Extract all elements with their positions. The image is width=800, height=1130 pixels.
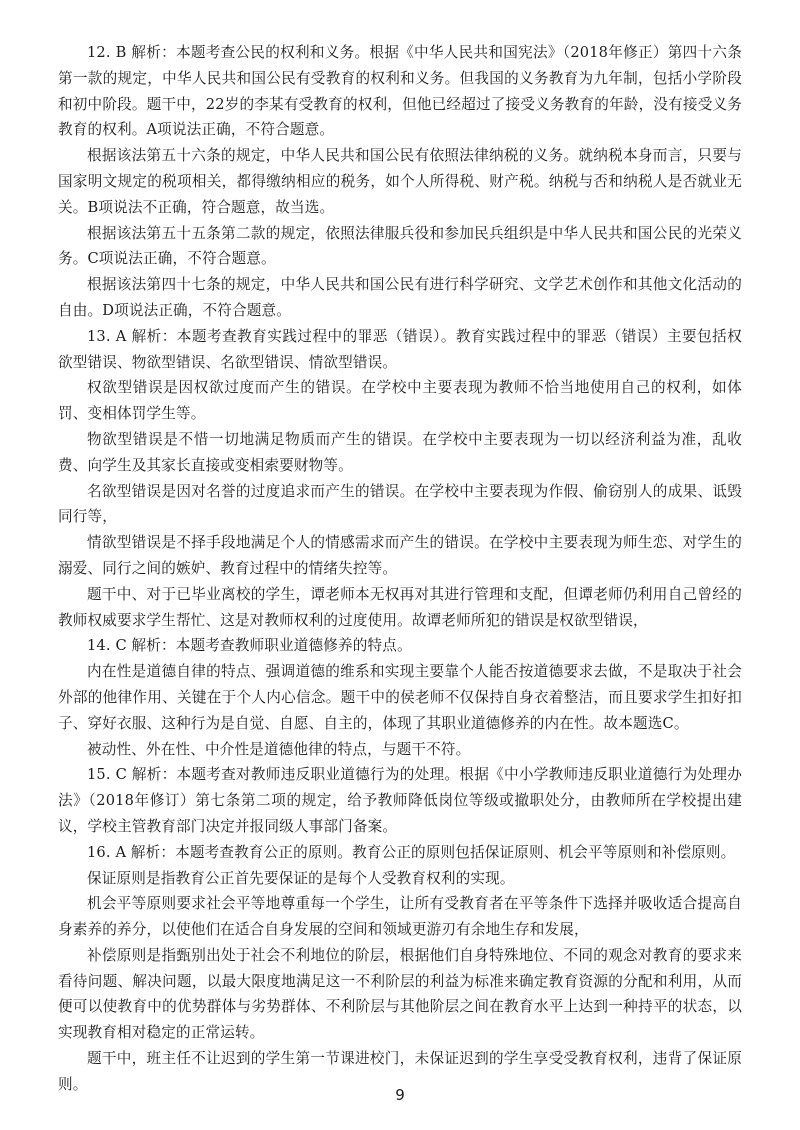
paragraph-q13-conclusion: 题干中、对于已毕业离校的学生，谭老师本无权再对其进行管理和支配，但谭老师仍利用自己曾经的教师权威要求学生帮忙、这是对教师权利的过度使用。故谭老师所犯的错误是权欲型错误， (58, 585, 742, 629)
paragraph-q13-fame: 名欲型错误是因对名誉的过度追求而产生的错误。在学校中主要表现为作假、偷窃别人的成果、诋毁同行等， (58, 482, 742, 526)
paragraph-q13-power: 权欲型错误是因权欲过度而产生的错误。在学校中主要表现为教师不恰当地使用自己的权利，如体罚、变相体罚学生等。 (58, 379, 742, 423)
paragraph-q13-intro: 13. A 解析：本题考查教育实践过程中的罪恶（错误）。教育实践过程中的罪恶（错误）主要包括权欲型错误、物欲型错误、名欲型错误、情欲型错误。 (58, 327, 742, 371)
paragraph-q12-option-d: 根据该法第四十七条的规定，中华人民共和国公民有进行科学研究、文学艺术创作和其他文化活动的自由。D项说法正确，不符合题意。 (58, 276, 742, 319)
paragraph-q16-compensation: 补偿原则是指甄别出处于社会不利地位的阶层，根据他们自身特殊地位、不同的观念对教育的要求来看待问题、解决问题，以最大限度地满足这一不利阶层的利益为标准来确定教育资源的分配和利用，从而便可以使教育中的优势群体与劣势群体、不利阶层与其他阶层之间在教育水平上达到一种持平的状态，以实现教育相对稳定的正常运转。 (58, 946, 742, 1042)
paragraph-q16-equal-opportunity: 机会平等原则要求社会平等地尊重每一个学生，让所有受教育者在平等条件下选择并吸收适合提高自身素养的养分，以使他们在适合自身发展的空间和领域更游刃有余地生存和发展， (58, 895, 742, 939)
paragraph-q14-others: 被动性、外在性、中介性是道德他律的特点，与题干不符。 (87, 740, 471, 758)
paragraph-q12-intro: 12. B 解析：本题考查公民的权利和义务。根据《中华人民共和国宪法》（2018年修正）第四十六条第一款的规定，中华人民共和国公民有受教育的权利和义务。但我国的义务教育为九年制，包括小学阶段和初中阶段。题干中，22岁的李某有受教育的权利，但他已经超过了接受义务教育的年龄，没有接受义务教育的权利。A项说法正确，不符合题意。 (58, 44, 742, 139)
paragraph-q16-conclusion: 题干中，班主任不让迟到的学生第一节课进校门，未保证迟到的学生享受受教育权利，违背了保证原则。 (58, 1050, 742, 1093)
paragraph-q14-internal: 内在性是道德自律的特点、强调道德的维系和实现主要靠个人能否按道德要求去做，不是取决于社会外部的他律作用、关键在于个人内心信念。题干中的侯老师不仅保持自身衣着整洁，而且要求学生扣好扣子、穿好衣服、这种行为是自觉、自愿、自主的，体现了其职业道德修养的内在性。故本题选C。 (58, 663, 742, 732)
paragraph-q12-option-c: 根据该法第五十五条第二款的规定，依照法律服兵役和参加民兵组织是中华人民共和国公民的光荣义务。C项说法正确，不符合题意。 (58, 224, 742, 268)
paragraph-q16-intro: 16. A 解析：本题考查教育公正的原则。教育公正的原则包括保证原则、机会平等原则和补偿原则。 (87, 843, 736, 861)
paragraph-q14-intro: 14. C 解析：本题考查教师职业道德修养的特点。 (87, 637, 412, 655)
paragraph-q15: 15. C 解析：本题考查对教师违反职业道德行为的处理。根据《中小学教师违反职业道德行为处理办法》（2018年修订）第七条第二项的规定，给予教师降低岗位等级或撤职处分，由教师所在学校提出建议，学校主管教育部门决定并报同级人事部门备案。 (58, 766, 742, 835)
paragraph-q16-guarantee: 保证原则是指教育公正首先要保证的是每个人受教育权利的实现。 (87, 869, 515, 887)
paragraph-q13-material: 物欲型错误是不惜一切地满足物质而产生的错误。在学校中主要表现为一切以经济利益为准，乱收费、向学生及其家长直接或变相索要财物等。 (58, 430, 742, 474)
answer-explanations (58, 40, 742, 1098)
paragraph-q12-option-b: 根据该法第五十六条的规定，中华人民共和国公民有依照法律纳税的义务。就纳税本身而言，只要与国家明文规定的税项相关，都得缴纳相应的税务，如个人所得税、财产税。纳税与否和纳税人是否就业无关。B项说法不正确，符合题意，故当选。 (58, 147, 742, 216)
paragraph-q13-emotion: 情欲型错误是不择手段地满足个人的情感需求而产生的错误。在学校中主要表现为师生恋、对学生的溺爱、同行之间的嫉妒、教育过程中的情绪失控等。 (58, 534, 742, 577)
page-number: 9 (395, 1086, 405, 1104)
